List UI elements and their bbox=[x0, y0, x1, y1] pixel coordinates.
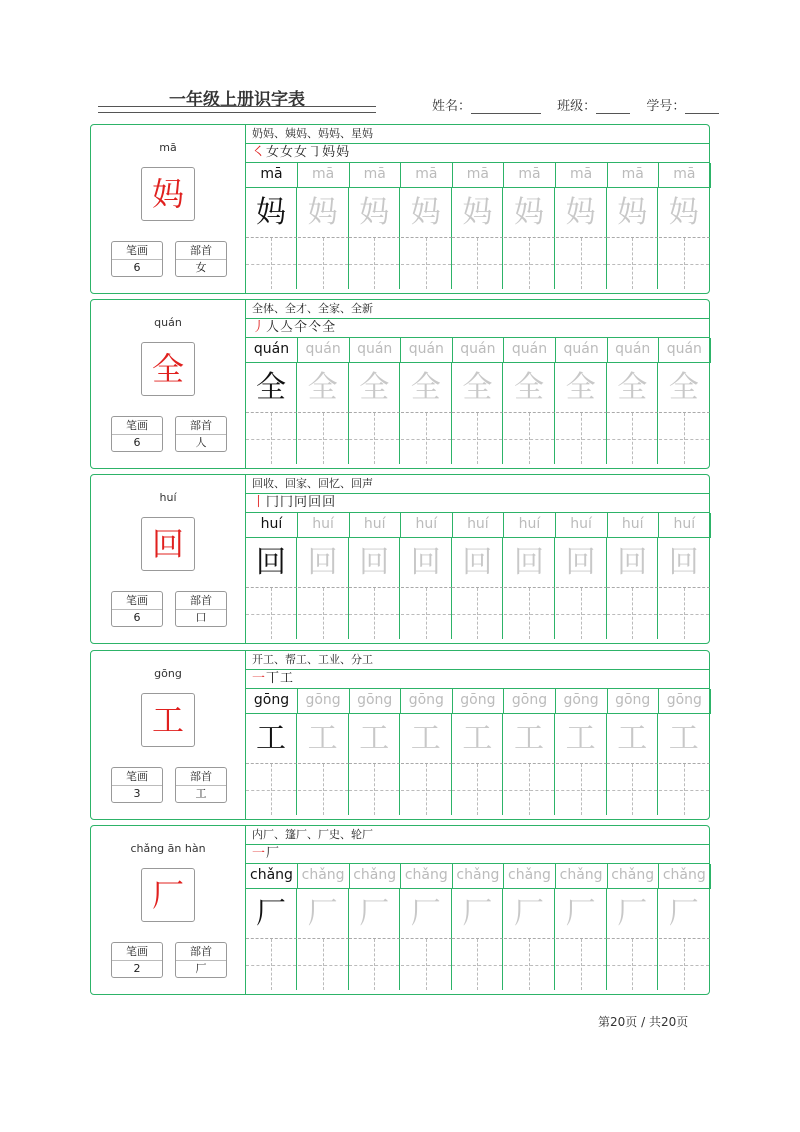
pinyin-practice-cell[interactable]: gōng bbox=[607, 689, 659, 714]
blank-practice-cell[interactable] bbox=[246, 413, 297, 464]
character-practice-cell[interactable]: 回 bbox=[556, 538, 607, 588]
stroke-step: 冋 bbox=[294, 495, 309, 510]
character-practice-cell[interactable]: 厂 bbox=[659, 889, 710, 939]
character-practice-cell[interactable]: 工 bbox=[659, 714, 710, 764]
pinyin-practice-cell[interactable]: chǎng bbox=[659, 864, 711, 889]
pinyin-practice-cell[interactable]: gōng bbox=[298, 689, 350, 714]
radical: 工 bbox=[195, 787, 207, 800]
practice-area bbox=[246, 475, 709, 643]
blank-practice-cell[interactable] bbox=[659, 764, 710, 815]
title-underline bbox=[98, 106, 376, 113]
character-practice-cell: 工 bbox=[246, 714, 297, 764]
character-practice-cell[interactable]: 妈 bbox=[607, 188, 658, 238]
stroke-count-label: 笔画 bbox=[112, 943, 162, 961]
class-field[interactable] bbox=[596, 101, 630, 114]
radical: 人 bbox=[195, 436, 207, 449]
pinyin-practice-cell[interactable]: quán bbox=[349, 338, 401, 363]
character-practice-cell[interactable]: 全 bbox=[349, 363, 400, 413]
radical-box bbox=[175, 591, 227, 627]
stroke-count: 6 bbox=[133, 436, 141, 449]
stroke-count-label: 笔画 bbox=[112, 242, 162, 260]
pinyin-practice-cell: mā bbox=[246, 163, 298, 188]
stroke-step: 人 bbox=[266, 320, 281, 335]
stroke-step: 冂 bbox=[266, 495, 281, 510]
pinyin-practice-cell[interactable]: quán bbox=[298, 338, 350, 363]
blank-practice-cell[interactable] bbox=[607, 939, 658, 990]
character-display: 妈 bbox=[141, 167, 195, 221]
stroke-step: 一 bbox=[252, 671, 267, 686]
character-practice-cell[interactable]: 全 bbox=[607, 363, 658, 413]
example-words: 开工、帮工、工业、分工 bbox=[246, 651, 709, 670]
blank-practice-cell[interactable] bbox=[246, 764, 297, 815]
blank-practice-cell[interactable] bbox=[401, 413, 452, 464]
name-label: 姓名： bbox=[432, 99, 472, 114]
blank-practice-cell[interactable] bbox=[298, 764, 349, 815]
character-card bbox=[90, 825, 710, 995]
character-practice-cell[interactable]: 回 bbox=[401, 538, 452, 588]
character-practice-cell: 妈 bbox=[246, 188, 297, 238]
practice-area bbox=[246, 300, 709, 468]
stroke-count: 2 bbox=[133, 962, 141, 975]
character-info bbox=[91, 125, 246, 293]
character-pinyin: mā bbox=[159, 141, 177, 154]
blank-practice-cell[interactable] bbox=[504, 238, 555, 289]
character-practice-cell[interactable]: 厂 bbox=[349, 889, 400, 939]
character-info bbox=[91, 651, 246, 819]
blank-practice-cell[interactable] bbox=[349, 238, 400, 289]
blank-practice-cell[interactable] bbox=[504, 764, 555, 815]
pinyin-practice-cell[interactable]: quán bbox=[452, 338, 504, 363]
practice-grid bbox=[246, 163, 709, 293]
pinyin-practice-cell: huí bbox=[246, 513, 298, 538]
character-info bbox=[91, 826, 246, 994]
blank-practice-cell[interactable] bbox=[246, 588, 297, 639]
practice-area bbox=[246, 651, 709, 819]
blank-practice-cell[interactable] bbox=[659, 588, 710, 639]
character-practice-cell[interactable]: 回 bbox=[452, 538, 503, 588]
character-card bbox=[90, 124, 710, 294]
character-practice-cell[interactable]: 妈 bbox=[298, 188, 349, 238]
character-display: 工 bbox=[141, 693, 195, 747]
stroke-count-box bbox=[111, 591, 163, 627]
radical-box bbox=[175, 241, 227, 277]
stroke-step: 亼 bbox=[280, 320, 295, 335]
pinyin-practice-cell[interactable]: huí bbox=[349, 513, 401, 538]
pinyin-practice-cell[interactable]: chǎng bbox=[349, 864, 401, 889]
stroke-order bbox=[246, 144, 709, 163]
character-practice-cell: 厂 bbox=[246, 889, 297, 939]
blank-practice-cell[interactable] bbox=[607, 238, 658, 289]
stroke-order bbox=[246, 670, 709, 689]
blank-practice-cell[interactable] bbox=[659, 939, 710, 990]
pinyin-practice-cell[interactable]: chǎng bbox=[298, 864, 350, 889]
character-practice-cell[interactable]: 工 bbox=[298, 714, 349, 764]
character-practice-cell[interactable]: 厂 bbox=[607, 889, 658, 939]
blank-practice-cell[interactable] bbox=[607, 764, 658, 815]
blank-practice-cell[interactable] bbox=[452, 238, 503, 289]
practice-grid bbox=[246, 689, 709, 819]
stroke-step: 回 bbox=[322, 495, 337, 510]
blank-practice-cell[interactable] bbox=[298, 939, 349, 990]
stroke-step: 妈 bbox=[322, 145, 337, 160]
character-pinyin: huí bbox=[159, 491, 177, 504]
character-practice-cell[interactable]: 厂 bbox=[556, 889, 607, 939]
stroke-step: 一 bbox=[252, 846, 267, 861]
radical-box bbox=[175, 767, 227, 803]
stroke-step: 丅 bbox=[266, 671, 281, 686]
practice-grid bbox=[246, 513, 709, 643]
character-practice-cell[interactable]: 回 bbox=[349, 538, 400, 588]
student-info bbox=[432, 95, 719, 114]
pinyin-practice-cell[interactable]: mā bbox=[504, 163, 556, 188]
stroke-step: 女㇆ bbox=[294, 145, 323, 160]
practice-grid bbox=[246, 864, 709, 994]
blank-practice-cell[interactable] bbox=[246, 238, 297, 289]
example-words: 内厂、篷厂、厂史、轮厂 bbox=[246, 826, 709, 845]
pinyin-practice-cell[interactable]: chǎng bbox=[607, 864, 659, 889]
pinyin-practice-cell[interactable]: huí bbox=[607, 513, 659, 538]
character-practice-cell[interactable]: 工 bbox=[504, 714, 555, 764]
character-practice-cell[interactable]: 厂 bbox=[452, 889, 503, 939]
radical-box bbox=[175, 416, 227, 452]
stroke-step: 丿 bbox=[252, 320, 267, 335]
character-practice-cell: 全 bbox=[246, 363, 297, 413]
character-practice-cell[interactable]: 妈 bbox=[556, 188, 607, 238]
character-info bbox=[91, 300, 246, 468]
pinyin-practice-cell[interactable]: quán bbox=[607, 338, 659, 363]
pinyin-practice-cell: gōng bbox=[246, 689, 298, 714]
stroke-count-box bbox=[111, 416, 163, 452]
pinyin-practice-cell[interactable]: huí bbox=[504, 513, 556, 538]
pinyin-practice-cell: chǎng bbox=[246, 864, 298, 889]
pinyin-practice-cell[interactable]: mā bbox=[298, 163, 350, 188]
pinyin-practice-cell[interactable]: chǎng bbox=[504, 864, 556, 889]
character-practice-cell[interactable]: 工 bbox=[349, 714, 400, 764]
character-practice-cell[interactable]: 回 bbox=[504, 538, 555, 588]
pinyin-practice-cell[interactable]: chǎng bbox=[452, 864, 504, 889]
character-practice-cell[interactable]: 妈 bbox=[504, 188, 555, 238]
character-practice-cell[interactable]: 全 bbox=[556, 363, 607, 413]
character-practice-cell[interactable]: 妈 bbox=[452, 188, 503, 238]
character-practice-cell[interactable]: 全 bbox=[659, 363, 710, 413]
pinyin-practice-cell[interactable]: chǎng bbox=[556, 864, 608, 889]
blank-practice-cell[interactable] bbox=[349, 764, 400, 815]
pinyin-practice-cell[interactable]: mā bbox=[349, 163, 401, 188]
radical: 厂 bbox=[195, 962, 207, 975]
blank-practice-cell[interactable] bbox=[452, 764, 503, 815]
stroke-count-box bbox=[111, 767, 163, 803]
pinyin-practice-cell: quán bbox=[246, 338, 298, 363]
pinyin-practice-cell[interactable]: mā bbox=[452, 163, 504, 188]
pinyin-practice-cell[interactable]: gōng bbox=[349, 689, 401, 714]
pinyin-practice-cell[interactable]: mā bbox=[401, 163, 453, 188]
blank-practice-cell[interactable] bbox=[504, 413, 555, 464]
radical: 口 bbox=[195, 611, 207, 624]
pinyin-practice-cell[interactable]: mā bbox=[556, 163, 608, 188]
blank-practice-cell[interactable] bbox=[504, 939, 555, 990]
radical-label: 部首 bbox=[176, 417, 226, 435]
practice-grid bbox=[246, 338, 709, 468]
radical-label: 部首 bbox=[176, 768, 226, 786]
character-card bbox=[90, 299, 710, 469]
blank-practice-cell[interactable] bbox=[607, 588, 658, 639]
stroke-count: 6 bbox=[133, 611, 141, 624]
character-practice-cell[interactable]: 工 bbox=[607, 714, 658, 764]
character-practice-cell[interactable]: 妈 bbox=[349, 188, 400, 238]
character-card bbox=[90, 474, 710, 644]
id-field[interactable] bbox=[685, 101, 719, 114]
stroke-count: 3 bbox=[133, 787, 141, 800]
character-pinyin: quán bbox=[154, 316, 182, 329]
blank-practice-cell[interactable] bbox=[556, 764, 607, 815]
blank-practice-cell[interactable] bbox=[452, 939, 503, 990]
character-info bbox=[91, 475, 246, 643]
stroke-step: 回 bbox=[308, 495, 323, 510]
example-words: 全体、全才、全家、全新 bbox=[246, 300, 709, 319]
stroke-order bbox=[246, 845, 709, 864]
character-practice-cell[interactable]: 工 bbox=[401, 714, 452, 764]
blank-practice-cell[interactable] bbox=[556, 413, 607, 464]
pinyin-practice-cell[interactable]: quán bbox=[659, 338, 711, 363]
pinyin-practice-cell[interactable]: mā bbox=[607, 163, 659, 188]
stroke-order bbox=[246, 319, 709, 338]
stroke-count-label: 笔画 bbox=[112, 768, 162, 786]
blank-practice-cell[interactable] bbox=[556, 238, 607, 289]
blank-practice-cell[interactable] bbox=[659, 413, 710, 464]
character-practice-cell[interactable]: 全 bbox=[401, 363, 452, 413]
blank-practice-cell[interactable] bbox=[349, 413, 400, 464]
pinyin-practice-cell[interactable]: gōng bbox=[659, 689, 711, 714]
character-practice-cell: 回 bbox=[246, 538, 297, 588]
pinyin-practice-cell[interactable]: huí bbox=[452, 513, 504, 538]
pinyin-practice-cell[interactable]: gōng bbox=[556, 689, 608, 714]
radical-box bbox=[175, 942, 227, 978]
character-practice-cell[interactable]: 全 bbox=[504, 363, 555, 413]
radical-label: 部首 bbox=[176, 592, 226, 610]
stroke-count-label: 笔画 bbox=[112, 417, 162, 435]
character-practice-cell[interactable]: 工 bbox=[452, 714, 503, 764]
character-practice-cell[interactable]: 妈 bbox=[401, 188, 452, 238]
pinyin-practice-cell[interactable]: gōng bbox=[401, 689, 453, 714]
pinyin-practice-cell[interactable]: gōng bbox=[452, 689, 504, 714]
example-words: 回收、回家、回忆、回声 bbox=[246, 475, 709, 494]
practice-area bbox=[246, 826, 709, 994]
character-practice-cell[interactable]: 回 bbox=[659, 538, 710, 588]
pinyin-practice-cell[interactable]: huí bbox=[298, 513, 350, 538]
blank-practice-cell[interactable] bbox=[556, 939, 607, 990]
pinyin-practice-cell[interactable]: quán bbox=[401, 338, 453, 363]
stroke-step: 女 bbox=[280, 145, 295, 160]
pinyin-practice-cell[interactable]: huí bbox=[401, 513, 453, 538]
stroke-count-box bbox=[111, 942, 163, 978]
practice-area bbox=[246, 125, 709, 293]
blank-practice-cell[interactable] bbox=[298, 413, 349, 464]
stroke-count-box bbox=[111, 241, 163, 277]
stroke-order bbox=[246, 494, 709, 513]
stroke-step: 仐 bbox=[294, 320, 309, 335]
stroke-count: 6 bbox=[133, 261, 141, 274]
character-practice-cell[interactable]: 厂 bbox=[298, 889, 349, 939]
pinyin-practice-cell[interactable]: quán bbox=[556, 338, 608, 363]
blank-practice-cell[interactable] bbox=[452, 413, 503, 464]
blank-practice-cell[interactable] bbox=[401, 588, 452, 639]
stroke-count-label: 笔画 bbox=[112, 592, 162, 610]
stroke-step: 丨 bbox=[252, 495, 267, 510]
stroke-step: ㇛ bbox=[252, 145, 267, 160]
character-pinyin: gōng bbox=[154, 667, 182, 680]
radical: 女 bbox=[195, 261, 207, 274]
blank-practice-cell[interactable] bbox=[349, 588, 400, 639]
blank-practice-cell[interactable] bbox=[659, 238, 710, 289]
stroke-step: 工 bbox=[280, 671, 295, 686]
pinyin-practice-cell[interactable]: huí bbox=[556, 513, 608, 538]
name-field[interactable] bbox=[471, 101, 541, 114]
character-practice-cell[interactable]: 厂 bbox=[401, 889, 452, 939]
character-practice-cell[interactable]: 工 bbox=[556, 714, 607, 764]
stroke-step: 仒 bbox=[308, 320, 323, 335]
blank-practice-cell[interactable] bbox=[504, 588, 555, 639]
character-practice-cell[interactable]: 全 bbox=[452, 363, 503, 413]
blank-practice-cell[interactable] bbox=[349, 939, 400, 990]
character-card bbox=[90, 650, 710, 820]
character-practice-cell[interactable]: 回 bbox=[607, 538, 658, 588]
pinyin-practice-cell[interactable]: chǎng bbox=[401, 864, 453, 889]
pinyin-practice-cell[interactable]: mā bbox=[659, 163, 711, 188]
radical-label: 部首 bbox=[176, 242, 226, 260]
character-practice-cell[interactable]: 厂 bbox=[504, 889, 555, 939]
blank-practice-cell[interactable] bbox=[607, 413, 658, 464]
blank-practice-cell[interactable] bbox=[401, 238, 452, 289]
pinyin-practice-cell[interactable]: gōng bbox=[504, 689, 556, 714]
character-practice-cell[interactable]: 回 bbox=[298, 538, 349, 588]
stroke-step: 冂 bbox=[280, 495, 295, 510]
character-practice-cell[interactable]: 妈 bbox=[659, 188, 710, 238]
page-title: 一年级上册识字表 bbox=[169, 90, 305, 110]
blank-practice-cell[interactable] bbox=[246, 939, 297, 990]
stroke-step: 妈 bbox=[336, 145, 351, 160]
blank-practice-cell[interactable] bbox=[556, 588, 607, 639]
stroke-step: 全 bbox=[322, 320, 337, 335]
pinyin-practice-cell[interactable]: quán bbox=[504, 338, 556, 363]
id-label: 学号： bbox=[646, 99, 686, 114]
class-label: 班级： bbox=[557, 99, 597, 114]
example-words: 奶妈、姨妈、妈妈、星妈 bbox=[246, 125, 709, 144]
blank-practice-cell[interactable] bbox=[401, 939, 452, 990]
stroke-step: 厂 bbox=[266, 846, 281, 861]
pinyin-practice-cell[interactable]: huí bbox=[659, 513, 711, 538]
character-display: 回 bbox=[141, 517, 195, 571]
blank-practice-cell[interactable] bbox=[401, 764, 452, 815]
character-display: 全 bbox=[141, 342, 195, 396]
blank-practice-cell[interactable] bbox=[298, 238, 349, 289]
character-display: 厂 bbox=[141, 868, 195, 922]
page-footer: 第20页 / 共20页 bbox=[598, 1015, 689, 1029]
blank-practice-cell[interactable] bbox=[452, 588, 503, 639]
character-pinyin: chǎng ān hàn bbox=[130, 842, 206, 855]
radical-label: 部首 bbox=[176, 943, 226, 961]
stroke-step: 女 bbox=[266, 145, 281, 160]
blank-practice-cell[interactable] bbox=[298, 588, 349, 639]
character-practice-cell[interactable]: 全 bbox=[298, 363, 349, 413]
